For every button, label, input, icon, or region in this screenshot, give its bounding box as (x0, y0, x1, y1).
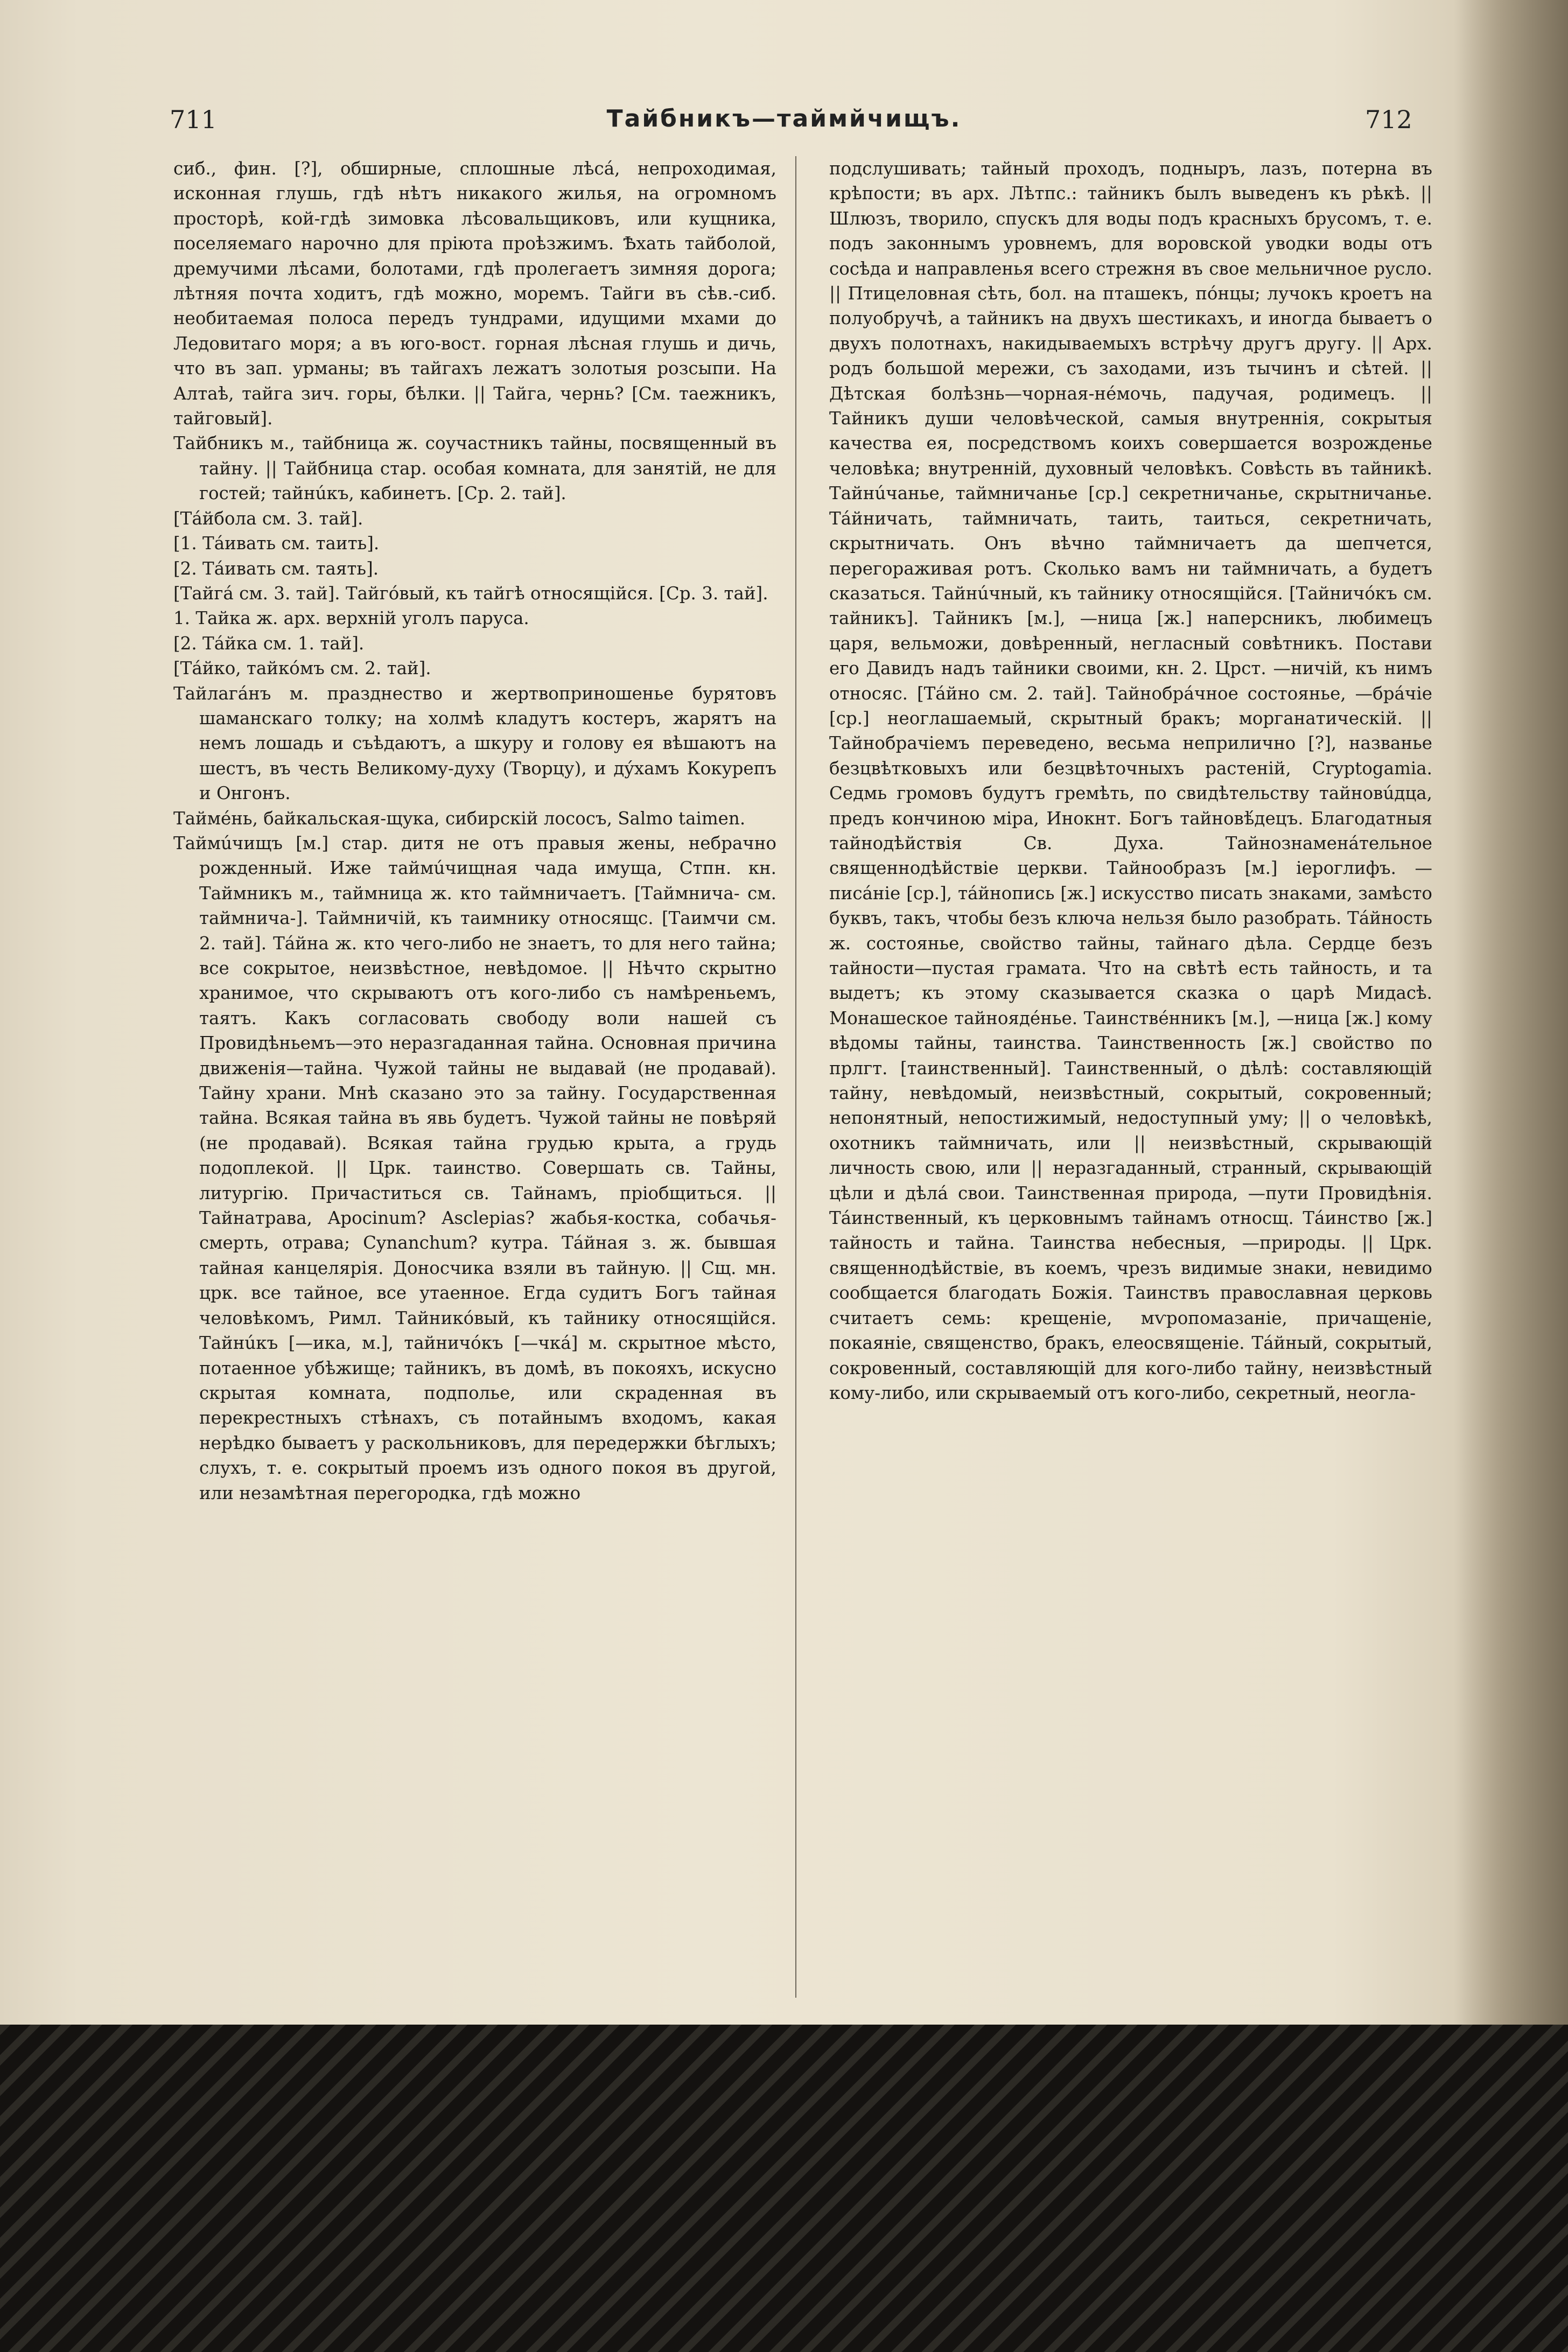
entry-paragraph: Тайбникъ м., тайбница ж. соучастникъ тайны, посвященный въ тайну. || Тайбница стар. особая комната, для занятій, не для гостей; тайнúкъ, кабинетъ. [Ср. 2. тай]. (173, 433, 776, 504)
left-column (173, 156, 776, 1506)
entry-paragraph: [Тайгá см. 3. тай]. Тайгóвый, къ тайгѣ относящійся. [Ср. 3. тай]. (173, 583, 768, 604)
entry-paragraph: Тайлагáнъ м. празднество и жертвоприношенье бурятовъ шаманскаго толку; на холмѣ кладутъ костеръ, жарятъ на немъ лошадь и съѣдаютъ, а шкуру и голову ея вѣшаютъ на шестъ, въ честь Великому-духу (Творцу), и дýхамъ Кокурепъ и Онгонъ. (173, 683, 776, 804)
page-number-left: 711 (170, 105, 217, 134)
right-column (829, 156, 1432, 1405)
entry-paragraph: 1. Тайка ж. арх. верхній уголъ паруса. (173, 608, 529, 629)
column-divider (795, 156, 796, 1998)
entry-paragraph: подслушивать; тайный проходъ, подныръ, лазъ, потерна въ крѣпости; въ арх. Лѣтпс.: тайникъ былъ выведенъ къ рѣкѣ. || Шлюзъ, творило, спускъ для воды подъ красныхъ брусомъ, т. е. подъ законнымъ уровнемъ, для воровской уводки воды отъ сосѣда и направленья всего стрежня въ свое мельничное русло. || Птицеловная сѣть, бол. на пташекъ, пóнцы; лучокъ кроетъ на полуобручѣ, а тайникъ на двухъ шестикахъ, и иногда бываетъ о двухъ полотнахъ, накидываемыхъ встрѣчу другъ другу. || Арх. родъ большой мережи, съ заходами, изъ тычинъ и сѣтей. || Дѣтская болѣзнь—чорная-нéмочь, падучая, родимецъ. || Тайникъ души человѣческой, самыя внутреннія, сокрытыя качества ея, посредствомъ коихъ совершается возрожденье человѣка; внутренній, духовный человѣкъ. Совѣсть въ тайникѣ. Тайнúчанье, таймничанье [ср.] секретничанье, скрытничанье. Тáйничать, таймничать, таить, таиться, секретничать, скрытничать. Онъ вѣчно таймничаетъ да шепчется, перегораживая ротъ. Сколько вамъ ни таймничать, а будетъ сказаться. Тайнúчный, къ тайнику относящійся. [Тайничóкъ см. тайникъ]. Тайникъ [м.], —ница [ж.] наперсникъ, любимецъ царя, вельможи, довѣренный, негласный совѣтникъ. Постави его Давидъ надъ тайники своими, кн. 2. Црст. —ничій, къ нимъ относяс. [Тáйно см. 2. тай]. Тайнобрáчное состоянье, —брáчіе [ср.] неоглашаемый, скрытный бракъ; морганатическій. || Тайнобрачіемъ переведено, весьма неприлично [?], названье безцвѣтковыхъ или безцвѣточныхъ растеній, Cryptogamia. Седмь громовъ будутъ гремѣть, по свидѣтельству тайновúдца, предъ кончиною міра, Инокнт. Богъ тайновѣ́децъ. Благодатныя тайнодѣйствія Св. Духа. Тайнознаменáтельное священнодѣйствіе церкви. Тайнообразъ [м.] іероглифъ. —писáніе [ср.], тáйнопись [ж.] искусство писать знаками, замѣсто буквъ, такъ, чтобы безъ ключа нельзя было разобрать. Тáйность ж. состоянье, свойство тайны, тайнаго дѣла. Сердце безъ тайности—пустая грамата. Что на свѣтѣ есть тайность, и та выдетъ; къ этому сказывается сказка о царѣ Мидасѣ. Монашеское тайноядéнье. Таинствéнникъ [м.], —ница [ж.] кому вѣдомы тайны, таинства. Таинственность [ж.] свойство по прлгт. [таинственный]. Таинственный, о дѣлѣ: составляющій тайну, невѣдомый, неизвѣстный, сокрытый, сокровенный; непонятный, непостижимый, недоступный уму; || о человѣкѣ, охотникъ таймничать, или || неизвѣстный, скрывающій личность свою, или || неразгаданный, странный, скрывающій цѣли и дѣлá свои. Таинственная природа, —пути Провидѣнія. Тáинственный, къ церковнымъ тайнамъ относщ. Тáинство [ж.] тайность и тайна. Таинства небесныя, —природы. || Црк. священнодѣйствіе, въ коемъ, чрезъ видимые знаки, невидимо сообщается благодать Божія. Таинствъ православная церковь считаетъ семь: крещеніе, мѵропомазаніе, причащеніе, покаяніе, священство, бракъ, елеосвященіе. Тáйный, сокрытый, сокровенный, составляющій для кого-либо тайну, неизвѣстный кому-либо, или скрываемый отъ кого-либо, секретный, неогла- (829, 158, 1432, 1403)
entry-paragraph: Таймúчищъ [м.] стар. дитя не отъ правыя жены, небрачно рожденный. Иже таймúчищная чада имуща, Стпн. кн. Таймникъ м., таймница ж. кто таймничаетъ. [Таймнича- см. таймнича-]. Таймничій, къ таимнику относящс. [Таимчи см. 2. тай]. Тáйна ж. кто чего-либо не знаетъ, то для него тайна; все сокрытое, неизвѣстное, невѣдомое. || Нѣчто скрытно хранимое, что скрываютъ отъ кого-либо съ намѣреньемъ, таятъ. Какъ согласовать свободу воли нашей съ Провидѣньемъ—это неразгаданная тайна. Основная причина движенія—тайна. Чужой тайны не выдавай (не продавай). Тайну храни. Мнѣ сказано это за тайну. Государственная тайна. Всякая тайна въ явь будетъ. Чужой тайны не повѣряй (не продавай). Всякая тайна грудью крыта, а грудь подоплекой. || Црк. таинство. Совершать св. Тайны, литургію. Причаститься св. Тайнамъ, пріобщиться. || Тайнатрава, Apocinum? Asclepias? жабья-костка, собачья-смерть, отрава; Cynanchum? кутра. Тáйная з. ж. бывшая тайная канцелярія. Доносчика взяли въ тайную. || Сщ. мн. црк. все тайное, все утаенное. Егда судитъ Богъ тайная человѣкомъ, Римл. Тайникóвый, къ тайнику относящійся. Тайнúкъ [—ика, м.], тайничóкъ [—чкá] м. скрытное мѣсто, потаенное убѣжище; тайникъ, въ домѣ, въ покояхъ, искусно скрытая комната, подполье, или скраденная въ перекрестныхъ стѣнахъ, съ потайнымъ входомъ, какая нерѣдко бываетъ у раскольниковъ, для передержки бѣглыхъ; слухъ, т. е. сокрытый проемъ изъ одного покоя въ другой, или незамѣтная перегородка, гдѣ можно (173, 832, 776, 1503)
page-number-right: 712 (1365, 105, 1412, 134)
entry-paragraph: Таймéнь, байкальская-щука, сибирскій лососъ, Salmo taimen. (173, 808, 746, 829)
entry-paragraph: сиб., фин. [?], обширные, сплошные лѣсá, непроходимая, исконная глушь, гдѣ нѣтъ никакого жилья, на огромномъ просторѣ, кой-гдѣ зимовка лѣсовальщиковъ, или кущника, поселяемаго нарочно для пріюта проѣзжимъ. Ѣхать тайболой, дремучими лѣсами, болотами, гдѣ пролегаетъ зимняя дорога; лѣтняя почта ходитъ, гдѣ можно, моремъ. Тайги въ сѣв.-сиб. необитаемая полоса передъ тундрами, идущими мхами до Ледовитаго моря; а въ юго-вост. горная лѣсная глушь и дичь, что въ зап. урманы; въ тайгахъ лежатъ золотыя розсыпи. На Алтаѣ, тайга зич. горы, бѣлки. || Тайга, чернь? [См. таежникъ, тайговый]. (173, 158, 776, 429)
entry-paragraph: [2. Тáйка см. 1. тай]. (173, 633, 365, 654)
page-edge-shadow (1454, 0, 1568, 2025)
scanner-bed-background (0, 2025, 1568, 2352)
entry-paragraph: [2. Тáивать см. таять]. (173, 558, 379, 579)
entry-paragraph: [Тáйко, тайкóмъ см. 2. тай]. (173, 658, 431, 679)
entry-paragraph: [Тáйбола см. 3. тай]. (173, 508, 363, 529)
running-head: Тайбникъ—таймйчищъ. (606, 105, 962, 132)
entry-paragraph: [1. Тáивать см. таить]. (173, 533, 380, 554)
